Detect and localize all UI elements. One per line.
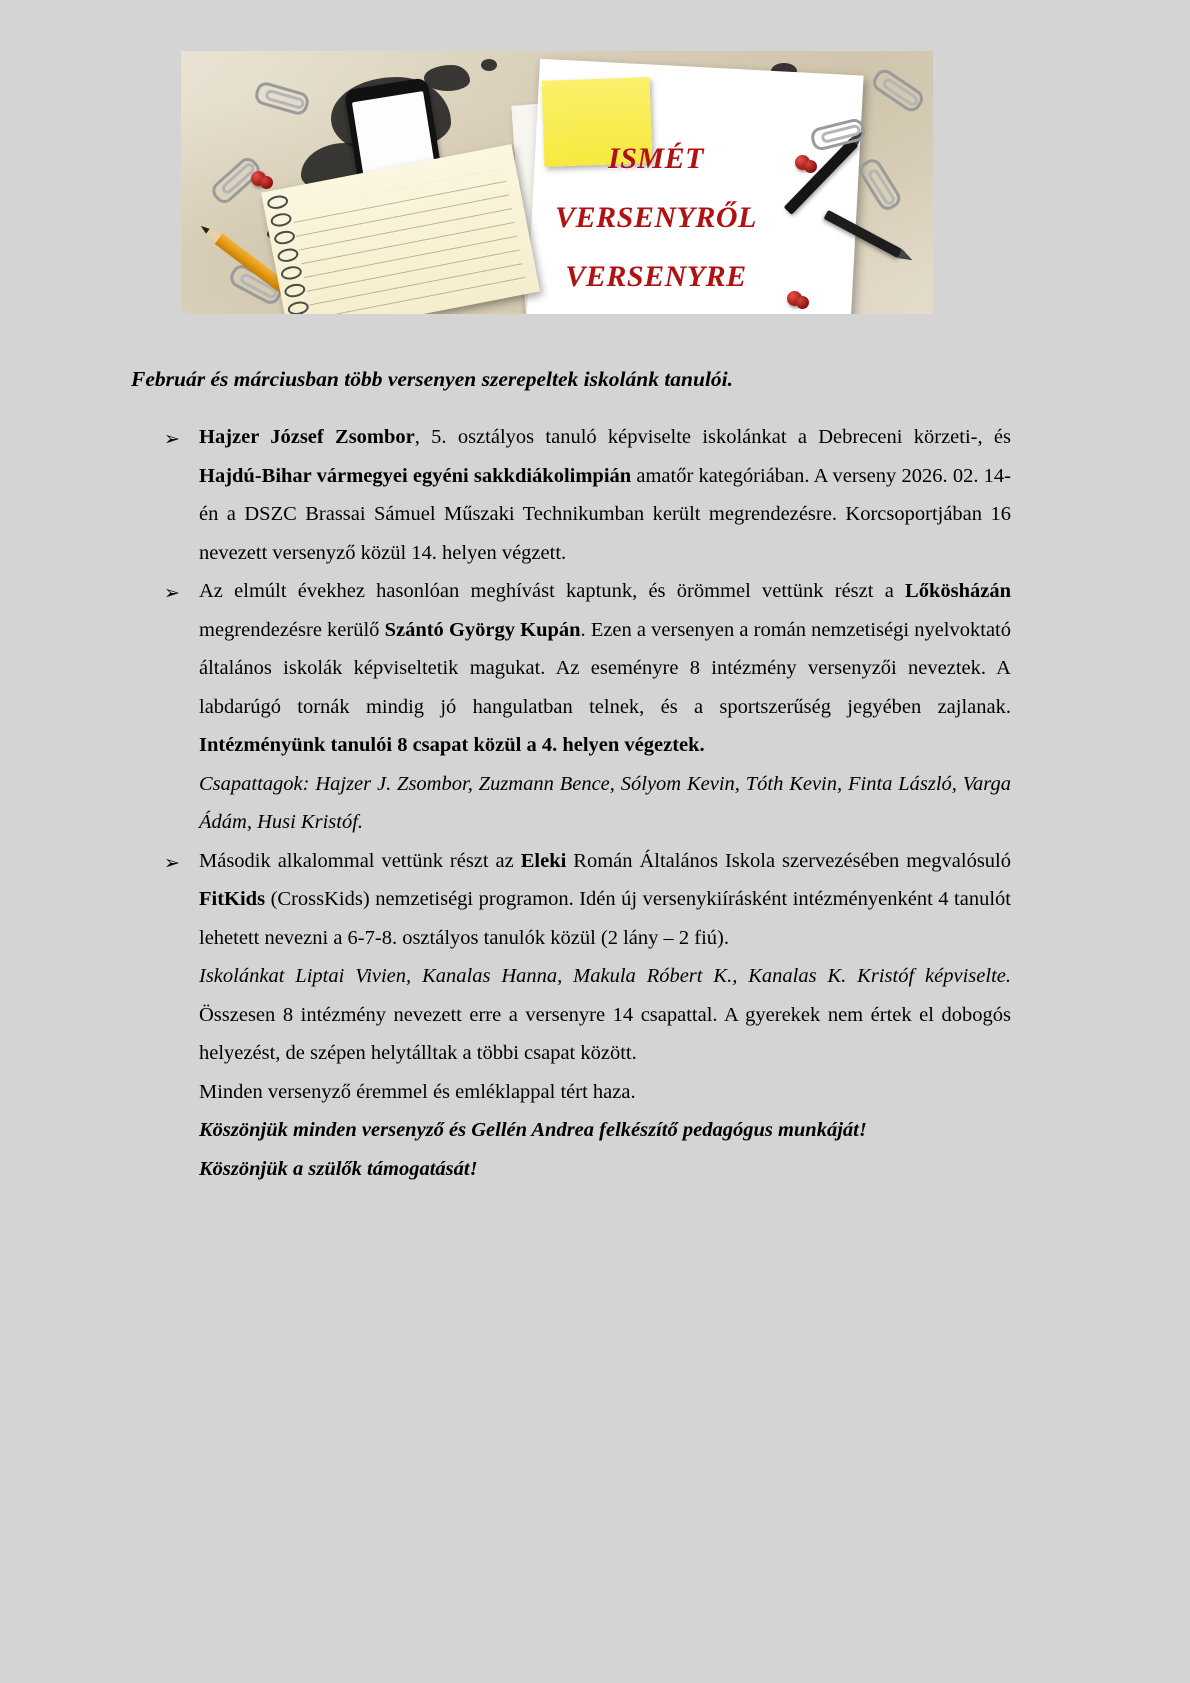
thanks-parents-line: Köszönjük a szülők támogatását! bbox=[199, 1157, 478, 1180]
paperclip-icon bbox=[869, 66, 927, 115]
list-item bbox=[131, 418, 1011, 572]
fitkids-organizer: Eleki bbox=[520, 849, 567, 872]
fitkids-text-3: (CrossKids) nemzetiségi programon. Idén új versenykiírásként intézményenként 4 tanulót lehetett nevezni a 6-7-8. osztályos tanulók közül (2 lány – 2 fiú). bbox=[199, 888, 1011, 949]
kupa-place: Lőkösházán bbox=[905, 580, 1011, 602]
intro-paragraph: Február és márciusban több versenyen szerepeltek iskolánk tanulói. bbox=[131, 367, 734, 391]
banner-title-line-1: ISMÉT bbox=[608, 142, 704, 175]
team-members-line: Csapattagok: Hajzer J. Zsombor, Zuzmann Bence, Sólyom Kevin, Tóth Kevin, Finta László, Varga Ádám, Husi Kristóf. bbox=[199, 772, 1011, 833]
bullet-arrow-icon: ➢ bbox=[164, 851, 180, 874]
chess-text-2: amatőr kategóriában. A verseny 2026. 02. 14-én a DSZC Brassai Sámuel Műszaki Technikumban került megrendezésre. Korcsoportjában 16 nevezett versenyző közül 14. helyen végzett. bbox=[199, 464, 1011, 564]
chess-event-name: Hajdú-Bihar vármegyei egyéni sakkdiákolimpián bbox=[199, 464, 632, 487]
bullet-list bbox=[131, 418, 1011, 1188]
fitkids-participants-detail: Összesen 8 intézmény nevezett erre a versenyre 14 csapattal. A gyerekek nem értek el dobogós helyezést, de szépen helytálltak a többi csapat között. bbox=[199, 1003, 1011, 1064]
list-item bbox=[131, 842, 1011, 958]
banner-title-line-2: VERSENYRŐL bbox=[555, 201, 757, 234]
list-item-text bbox=[199, 572, 1011, 765]
thanks-teacher-line: Köszönjük minden versenyző és Gellén Andrea felkészítő pedagógus munkáját! bbox=[199, 1119, 867, 1141]
header-banner-image bbox=[181, 51, 933, 314]
fitkids-participant-names: Iskolánkat Liptai Vivien, Kanalas Hanna, Makula Róbert K., Kanalas K. Kristóf képviselte. bbox=[199, 965, 1011, 987]
medals-line: Minden versenyző éremmel és emléklappal tért haza. bbox=[199, 1080, 636, 1103]
list-item bbox=[131, 572, 1011, 765]
kupa-result: Intézményünk tanulói 8 csapat közül a 4. helyen végeztek. bbox=[199, 734, 705, 756]
banner-title-line-3: VERSENYRE bbox=[565, 260, 747, 293]
kupa-text-2: megrendezésre kerülő bbox=[199, 618, 385, 641]
chess-student-name: Hajzer József Zsombor bbox=[199, 426, 415, 448]
fitkids-text-2: Román Általános Iskola szervezésében megvalósuló bbox=[566, 849, 1011, 872]
list-item-text bbox=[199, 842, 1011, 958]
banner-background bbox=[181, 51, 933, 314]
kupa-text-3: . Ezen a versenyen a román nemzetiségi nyelvoktató általános iskolák képviseltetik magukat. Az eseményre 8 intézmény versenyzői neveztek. A labdarúgó tornák mindig jó hangulatban telnek, és a sportszerűség jegyében zajlanak. bbox=[199, 618, 1011, 718]
fitkids-text-1: Második alkalommal vettünk részt az bbox=[199, 849, 521, 872]
paperclip-icon bbox=[253, 80, 311, 117]
kupa-text-1: Az elmúlt évekhez hasonlóan meghívást kaptunk, és örömmel vettünk részt a bbox=[199, 580, 906, 602]
ink-splatter-icon bbox=[481, 59, 497, 71]
paperclip-icon bbox=[856, 156, 904, 214]
ink-splatter-icon bbox=[424, 65, 470, 91]
bullet-arrow-icon: ➢ bbox=[164, 582, 180, 604]
fitkids-program-name: FitKids bbox=[199, 888, 266, 910]
list-item-text bbox=[199, 418, 1011, 572]
kupa-event-name: Szántó György Kupán bbox=[384, 618, 581, 641]
bullet-arrow-icon: ➢ bbox=[164, 428, 180, 450]
fitkids-participants-line bbox=[131, 957, 1011, 1073]
pushpin-icon bbox=[251, 171, 271, 191]
banner-title bbox=[511, 129, 801, 306]
chess-text-1: , 5. osztályos tanuló képviselte iskolánkat a Debreceni körzeti-, és bbox=[414, 426, 1011, 448]
